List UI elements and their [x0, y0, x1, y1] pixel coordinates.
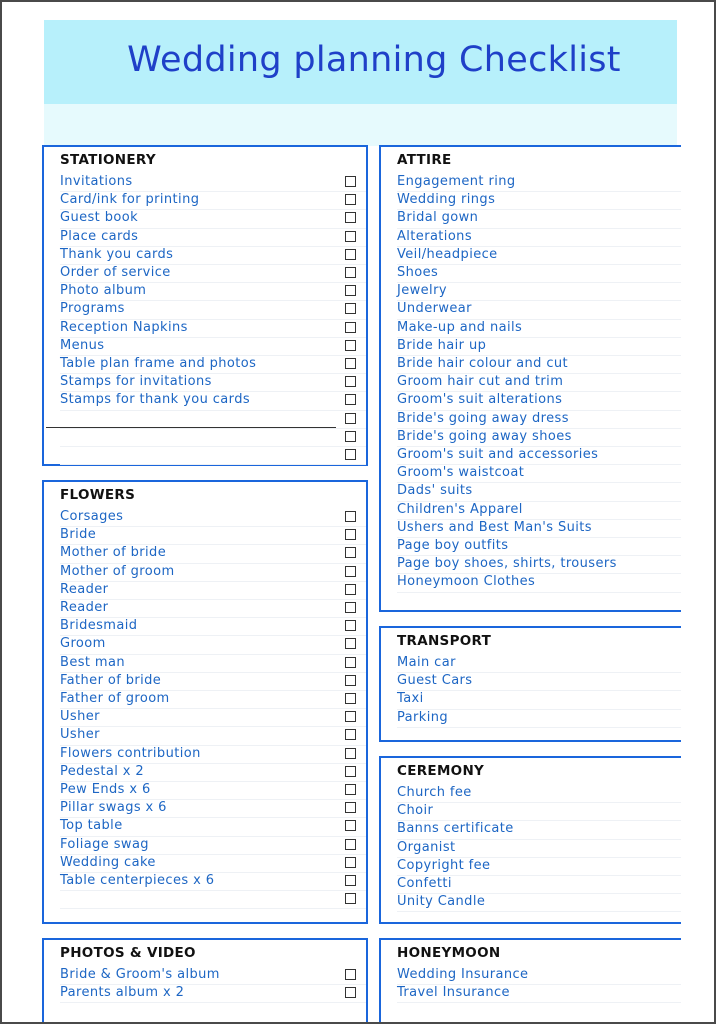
stationery-checklist-row [60, 410, 366, 429]
checkbox[interactable] [345, 657, 356, 668]
checkbox[interactable] [345, 231, 356, 242]
attire-checklist-row [397, 373, 681, 392]
flowers-checklist-row [60, 563, 366, 582]
checkbox[interactable] [345, 303, 356, 314]
checkbox[interactable] [345, 285, 356, 296]
attire-item-label: Page boy outfits [397, 538, 509, 553]
stationery-checklist-row [60, 191, 366, 210]
attire-item-label: Jewelry [397, 283, 447, 299]
stationery-item-label: Table plan frame and photos [60, 356, 257, 371]
checkbox[interactable] [345, 875, 356, 886]
checkbox[interactable] [345, 449, 356, 460]
stationery-item-label: Invitations [60, 174, 133, 189]
attire-item-label: Underwear [397, 301, 472, 317]
flowers-checklist-row [60, 599, 366, 618]
stationery-item-label: Programs [60, 301, 125, 317]
flowers-item-label: Reader [60, 600, 109, 615]
flowers-item-label: Table centerpieces x 6 [60, 873, 215, 888]
checkbox[interactable] [345, 511, 356, 522]
checkbox[interactable] [345, 893, 356, 904]
checkbox[interactable] [345, 322, 356, 333]
attire-checklist-row [397, 537, 681, 556]
attire-checklist-row [397, 391, 681, 410]
stationery-item-label: Guest book [60, 210, 139, 226]
attire-checklist-row [397, 355, 681, 374]
flowers-item-label: Mother of bride [60, 545, 167, 561]
attire-item-label: Ushers and Best Man's Suits [397, 519, 592, 535]
stationery-checklist-row [60, 391, 366, 410]
checkbox[interactable] [345, 529, 356, 540]
flowers-checklist-row [60, 508, 366, 527]
flowers-item-label: Usher [60, 709, 100, 725]
transport-panel [379, 626, 681, 742]
attire-item-label: Bridal gown [397, 210, 479, 226]
stationery-checklist-row [60, 173, 366, 192]
stationery-item-label: Thank you cards [60, 246, 174, 262]
attire-checklist-row [397, 428, 681, 447]
honeymoon-title: HONEYMOON [397, 945, 501, 961]
flowers-checklist-row [60, 726, 366, 745]
attire-item-label: Wedding rings [397, 192, 496, 208]
stationery-checklist-row [60, 246, 366, 265]
checkbox[interactable] [345, 249, 356, 260]
ceremony-item-label: Unity Candle [397, 894, 486, 910]
attire-item-label: Bride hair up [397, 337, 487, 353]
flowers-checklist-row [60, 745, 366, 764]
ceremony-item-label: Copyright fee [397, 857, 491, 873]
checkbox[interactable] [345, 987, 356, 998]
transport-item-label: Main car [397, 655, 456, 670]
title-banner-strip [44, 104, 677, 146]
attire-checklist-row [397, 464, 681, 483]
ceremony-item-label: Church fee [397, 785, 472, 800]
ceremony-title: CEREMONY [397, 763, 485, 779]
flowers-title: FLOWERS [60, 487, 136, 503]
ceremony-checklist-row [397, 839, 681, 858]
attire-checklist-row [397, 191, 681, 210]
transport-title: TRANSPORT [397, 633, 492, 649]
stationery-item-label: Card/ink for printing [60, 192, 200, 208]
ceremony-checklist-row [397, 857, 681, 876]
photos-checklist-row [60, 984, 366, 1003]
attire-checklist-row [397, 555, 681, 574]
stationery-item-label: Menus [60, 337, 105, 353]
attire-checklist-row [397, 410, 681, 429]
checkbox[interactable] [345, 969, 356, 980]
checkbox[interactable] [345, 340, 356, 351]
transport-item-label: Guest Cars [397, 673, 473, 689]
checkbox[interactable] [345, 176, 356, 187]
ceremony-checklist-row [397, 802, 681, 821]
transport-item-label: Parking [397, 709, 448, 725]
stationery-checklist-row [60, 373, 366, 392]
stationery-checklist-row [60, 264, 366, 283]
checkbox[interactable] [345, 358, 356, 369]
flowers-item-label: Bridesmaid [60, 618, 138, 634]
stationery-title: STATIONERY [60, 152, 156, 168]
checkbox[interactable] [345, 566, 356, 577]
checkbox[interactable] [345, 394, 356, 405]
attire-panel [379, 145, 681, 612]
flowers-item-label: Pew Ends x 6 [60, 782, 151, 797]
stationery-checklist-row [60, 209, 366, 228]
stationery-panel [42, 145, 368, 466]
attire-item-label: Shoes [397, 265, 439, 280]
checkbox[interactable] [345, 413, 356, 424]
stationery-item-label: Stamps for invitations [60, 374, 212, 390]
checkbox[interactable] [345, 820, 356, 831]
stationery-checklist-row [60, 355, 366, 374]
ceremony-checklist-row [397, 820, 681, 839]
photos-video-panel [42, 938, 368, 1024]
flowers-item-label: Best man [60, 654, 125, 670]
attire-item-label: Groom's suit alterations [397, 392, 563, 408]
flowers-checklist-row [60, 799, 366, 818]
flowers-checklist-row [60, 635, 366, 654]
flowers-checklist-row [60, 690, 366, 709]
checkbox[interactable] [345, 547, 356, 558]
attire-title: ATTIRE [397, 152, 452, 168]
photos-item-label: Parents album x 2 [60, 985, 185, 1001]
flowers-checklist-row [60, 817, 366, 836]
attire-checklist-row [397, 519, 681, 538]
stationery-checklist-row [60, 446, 366, 465]
attire-item-label: Groom hair cut and trim [397, 374, 564, 390]
flowers-item-label: Pillar swags x 6 [60, 800, 167, 816]
flowers-checklist-row [60, 708, 366, 727]
stationery-item-label: Photo album [60, 283, 147, 299]
flowers-checklist-row [60, 781, 366, 800]
flowers-checklist-row [60, 654, 366, 673]
flowers-item-label: Bride [60, 527, 97, 543]
attire-item-label: Engagement ring [397, 174, 516, 189]
attire-item-label: Bride hair colour and cut [397, 356, 569, 371]
flowers-item-label: Reader [60, 581, 109, 597]
ceremony-item-label: Organist [397, 839, 456, 855]
checkbox[interactable] [345, 693, 356, 704]
flowers-checklist-row [60, 763, 366, 782]
flowers-checklist-row [60, 872, 366, 891]
attire-checklist-row [397, 264, 681, 283]
checkbox[interactable] [345, 748, 356, 759]
flowers-item-label: Flowers contribution [60, 745, 201, 761]
attire-item-label: Veil/headpiece [397, 246, 498, 262]
attire-checklist-row [397, 246, 681, 265]
ceremony-item-label: Choir [397, 803, 434, 819]
checkbox[interactable] [345, 620, 356, 631]
attire-checklist-row [397, 501, 681, 520]
flowers-panel [42, 480, 368, 924]
stationery-checklist-row [60, 300, 366, 319]
attire-item-label: Groom's suit and accessories [397, 447, 599, 462]
flowers-item-label: Corsages [60, 509, 124, 524]
flowers-checklist-row [60, 890, 366, 909]
write-in-line [46, 427, 336, 428]
flowers-item-label: Top table [60, 818, 123, 834]
attire-checklist-row [397, 482, 681, 501]
attire-item-label: Dads' suits [397, 483, 473, 499]
checkbox[interactable] [345, 376, 356, 387]
stationery-checklist-row [60, 337, 366, 356]
attire-checklist-row [397, 446, 681, 465]
attire-item-label: Bride's going away dress [397, 410, 569, 426]
flowers-item-label: Usher [60, 727, 100, 743]
transport-checklist-row [397, 654, 681, 673]
attire-item-label: Bride's going away shoes [397, 428, 572, 444]
flowers-checklist-row [60, 836, 366, 855]
attire-checklist-row [397, 319, 681, 338]
attire-checklist-row [397, 173, 681, 192]
stationery-checklist-row [60, 428, 366, 447]
photos-video-title: PHOTOS & VIDEO [60, 945, 196, 961]
photos-checklist-row [60, 966, 366, 985]
stationery-item-label: Reception Napkins [60, 319, 188, 335]
flowers-item-label: Father of groom [60, 691, 170, 706]
attire-item-label: Page boy shoes, shirts, trousers [397, 556, 617, 572]
honeymoon-item-label: Travel Insurance [397, 985, 510, 1001]
checkbox[interactable] [345, 638, 356, 649]
checkbox[interactable] [345, 602, 356, 613]
attire-item-label: Honeymoon Clothes [397, 574, 536, 590]
stationery-item-label: Place cards [60, 228, 139, 244]
checkbox[interactable] [345, 212, 356, 223]
ceremony-checklist-row [397, 784, 681, 803]
stationery-item-label: Order of service [60, 265, 171, 280]
flowers-item-label: Father of bride [60, 672, 162, 688]
checkbox[interactable] [345, 857, 356, 868]
checkbox[interactable] [345, 802, 356, 813]
ceremony-checklist-row [397, 875, 681, 894]
attire-checklist-row [397, 282, 681, 301]
ceremony-panel [379, 756, 681, 924]
attire-checklist-row [397, 228, 681, 247]
honeymoon-checklist-row [397, 966, 681, 985]
honeymoon-panel [379, 938, 681, 1024]
checkbox[interactable] [345, 584, 356, 595]
flowers-item-label: Pedestal x 2 [60, 763, 145, 779]
flowers-checklist-row [60, 526, 366, 545]
flowers-item-label: Groom [60, 636, 106, 652]
attire-checklist-row [397, 300, 681, 319]
honeymoon-item-label: Wedding Insurance [397, 967, 529, 982]
stationery-item-label: Stamps for thank you cards [60, 392, 251, 408]
transport-item-label: Taxi [397, 691, 424, 707]
checkbox[interactable] [345, 729, 356, 740]
page-title: Wedding planning Checklist [127, 40, 621, 80]
stationery-checklist-row [60, 228, 366, 247]
attire-checklist-row [397, 209, 681, 228]
attire-item-label: Alterations [397, 228, 472, 244]
flowers-checklist-row [60, 617, 366, 636]
flowers-checklist-row [60, 672, 366, 691]
attire-item-label: Groom's waistcoat [397, 465, 525, 481]
attire-item-label: Children's Apparel [397, 501, 523, 517]
transport-checklist-row [397, 709, 681, 728]
flowers-checklist-row [60, 544, 366, 563]
stationery-checklist-row [60, 282, 366, 301]
checkbox[interactable] [345, 766, 356, 777]
ceremony-item-label: Confetti [397, 876, 452, 891]
transport-checklist-row [397, 672, 681, 691]
checkbox[interactable] [345, 267, 356, 278]
checkbox[interactable] [345, 711, 356, 722]
flowers-item-label: Mother of groom [60, 563, 175, 579]
flowers-item-label: Foliage swag [60, 836, 149, 852]
checkbox[interactable] [345, 784, 356, 795]
flowers-item-label: Wedding cake [60, 854, 156, 870]
ceremony-item-label: Banns certificate [397, 821, 514, 837]
attire-checklist-row [397, 337, 681, 356]
ceremony-checklist-row [397, 893, 681, 912]
checkbox[interactable] [345, 431, 356, 442]
attire-item-label: Make-up and nails [397, 319, 523, 335]
transport-checklist-row [397, 690, 681, 709]
stationery-checklist-row [60, 319, 366, 338]
photos-item-label: Bride & Groom's album [60, 967, 220, 982]
checkbox[interactable] [345, 675, 356, 686]
checkbox[interactable] [345, 194, 356, 205]
checkbox[interactable] [345, 839, 356, 850]
honeymoon-checklist-row [397, 984, 681, 1003]
flowers-checklist-row [60, 854, 366, 873]
attire-checklist-row [397, 573, 681, 592]
flowers-checklist-row [60, 581, 366, 600]
